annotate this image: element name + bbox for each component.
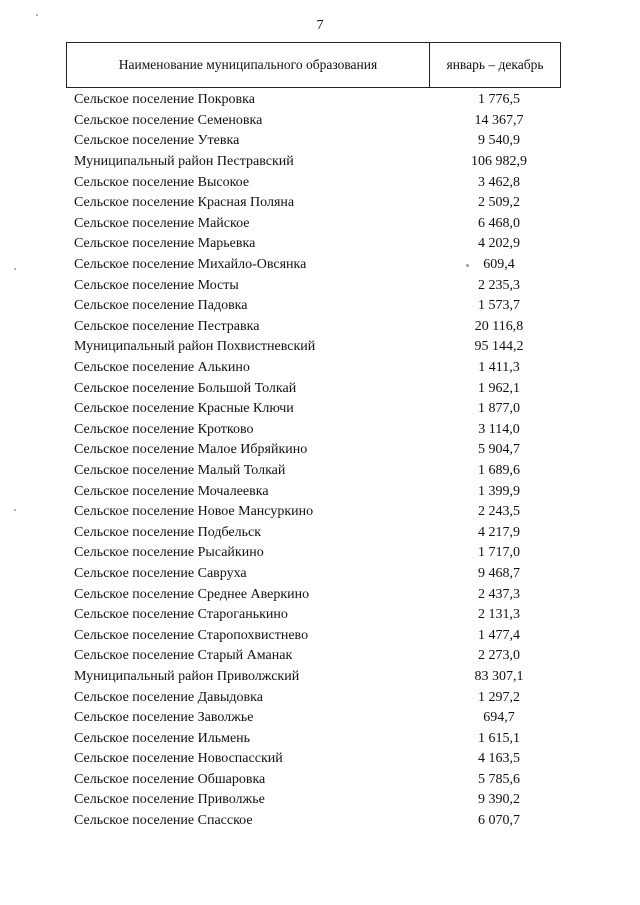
row-value: 9 468,7 <box>478 565 520 581</box>
row-value: 1 399,9 <box>478 483 520 499</box>
row-name: Сельское поселение Красные Ключи <box>74 401 294 417</box>
row-value: 14 367,7 <box>474 112 524 128</box>
row-value: 83 307,1 <box>474 668 524 684</box>
row-value: 5 904,7 <box>478 442 520 458</box>
column-header-period: январь – декабрь <box>446 57 544 72</box>
row-value: 1 717,0 <box>478 545 520 561</box>
row-name: Сельское поселение Падовка <box>74 298 248 314</box>
row-name: Сельское поселение Пестравка <box>74 318 260 334</box>
row-value: 2 273,0 <box>478 648 520 664</box>
row-value: 609,4 <box>483 257 515 273</box>
row-name: Сельское поселение Старопохвистнево <box>74 627 309 643</box>
table-row <box>74 667 574 688</box>
row-name: Сельское поселение Ильмень <box>74 730 251 746</box>
row-value: 4 163,5 <box>478 751 520 767</box>
row-name: Сельское поселение Заволжье <box>74 710 254 726</box>
row-value: 106 982,9 <box>471 154 527 170</box>
row-name: Сельское поселение Рысайкино <box>74 545 264 561</box>
row-value: 9 540,9 <box>478 133 520 149</box>
row-value: 2 243,5 <box>478 504 520 520</box>
row-name: Муниципальный район Пестравский <box>74 154 294 170</box>
table-row <box>74 193 574 214</box>
row-value: 1 689,6 <box>478 462 520 478</box>
row-value: 9 390,2 <box>478 792 520 808</box>
row-name: Сельское поселение Обшаровка <box>74 771 266 787</box>
row-value: 1 776,5 <box>478 92 520 108</box>
table-row <box>74 481 574 502</box>
row-name: Муниципальный район Похвистневский <box>74 339 316 355</box>
row-value: 6 070,7 <box>478 813 520 829</box>
row-name: Сельское поселение Савруха <box>74 565 247 581</box>
row-name: Сельское поселение Красная Поляна <box>74 195 295 211</box>
table-row <box>74 337 574 358</box>
row-name: Сельское поселение Старый Аманак <box>74 648 293 664</box>
row-value: 1 615,1 <box>478 730 520 746</box>
table-body <box>74 90 574 831</box>
table-row <box>74 502 574 523</box>
row-name: Сельское поселение Майское <box>74 215 250 231</box>
table-row <box>74 172 574 193</box>
table-row <box>74 522 574 543</box>
row-name: Сельское поселение Мосты <box>74 277 239 293</box>
row-name: Сельское поселение Михайло-Овсянка <box>74 257 307 273</box>
row-name: Сельское поселение Приволжье <box>74 792 265 808</box>
row-name: Сельское поселение Кротково <box>74 421 254 437</box>
row-name: Сельское поселение Мочалеевка <box>74 483 269 499</box>
row-name: Сельское поселение Спасское <box>74 813 253 829</box>
table-row <box>74 378 574 399</box>
row-name: Сельское поселение Среднее Аверкино <box>74 586 310 602</box>
scan-speck <box>36 14 38 16</box>
table-row <box>74 605 574 626</box>
row-name: Сельское поселение Семеновка <box>74 112 263 128</box>
scan-speck <box>14 509 16 511</box>
row-value: 1 573,7 <box>478 298 520 314</box>
table-row <box>74 708 574 729</box>
table-row <box>74 543 574 564</box>
table-row <box>74 131 574 152</box>
table-row <box>74 317 574 338</box>
row-name: Сельское поселение Марьевка <box>74 236 256 252</box>
row-value: 5 785,6 <box>478 771 520 787</box>
row-value: 2 509,2 <box>478 195 520 211</box>
page-number: 7 <box>316 18 324 33</box>
row-name: Сельское поселение Новое Мансуркино <box>74 504 314 520</box>
table-row <box>74 584 574 605</box>
table-row <box>74 770 574 791</box>
row-name: Сельское поселение Подбельск <box>74 524 261 540</box>
row-value: 1 877,0 <box>478 401 520 417</box>
table-row <box>74 275 574 296</box>
row-name: Сельское поселение Большой Толкай <box>74 380 297 396</box>
row-value: 20 116,8 <box>474 318 524 334</box>
row-name: Сельское поселение Давыдовка <box>74 689 263 705</box>
table-row <box>74 461 574 482</box>
table-row <box>74 358 574 379</box>
row-name: Сельское поселение Покровка <box>74 92 255 108</box>
row-value: 2 235,3 <box>478 277 520 293</box>
row-value: 694,7 <box>483 710 515 726</box>
row-value: 2 437,3 <box>478 586 520 602</box>
row-value: 3 114,0 <box>478 421 520 437</box>
row-value: 4 217,9 <box>478 524 520 540</box>
row-name: Сельское поселение Малое Ибряйкино <box>74 442 308 458</box>
table-row <box>74 811 574 832</box>
table-row <box>74 646 574 667</box>
row-name: Сельское поселение Алькино <box>74 360 250 376</box>
table-row <box>74 214 574 235</box>
row-value: 6 468,0 <box>478 215 520 231</box>
row-name: Сельское поселение Малый Толкай <box>74 462 286 478</box>
table-row <box>74 152 574 173</box>
column-header-name: Наименование муниципального образования <box>67 43 430 87</box>
row-value: 1 411,3 <box>478 360 520 376</box>
table-row <box>74 687 574 708</box>
row-name: Сельское поселение Новоспасский <box>74 751 283 767</box>
table-row <box>74 399 574 420</box>
table-row <box>74 790 574 811</box>
table-row <box>74 296 574 317</box>
row-value: 1 297,2 <box>478 689 520 705</box>
row-name: Сельское поселение Высокое <box>74 174 250 190</box>
scan-speck <box>466 264 469 267</box>
table-row <box>74 749 574 770</box>
row-name: Сельское поселение Староганькино <box>74 607 288 623</box>
table-row <box>74 234 574 255</box>
table-row <box>74 440 574 461</box>
table-row <box>74 625 574 646</box>
row-value: 95 144,2 <box>474 339 524 355</box>
row-name: Муниципальный район Приволжский <box>74 668 300 684</box>
row-value: 2 131,3 <box>478 607 520 623</box>
row-name: Сельское поселение Утевка <box>74 133 240 149</box>
row-value: 1 477,4 <box>478 627 520 643</box>
table-row <box>74 564 574 585</box>
table-row <box>74 255 574 276</box>
row-value: 1 962,1 <box>478 380 520 396</box>
table-row <box>74 420 574 441</box>
row-value: 4 202,9 <box>478 236 520 252</box>
table-row <box>74 728 574 749</box>
row-value: 3 462,8 <box>478 174 520 190</box>
table-row <box>74 111 574 132</box>
table-header <box>66 42 561 88</box>
scan-speck <box>14 268 16 270</box>
table-row <box>74 90 574 111</box>
